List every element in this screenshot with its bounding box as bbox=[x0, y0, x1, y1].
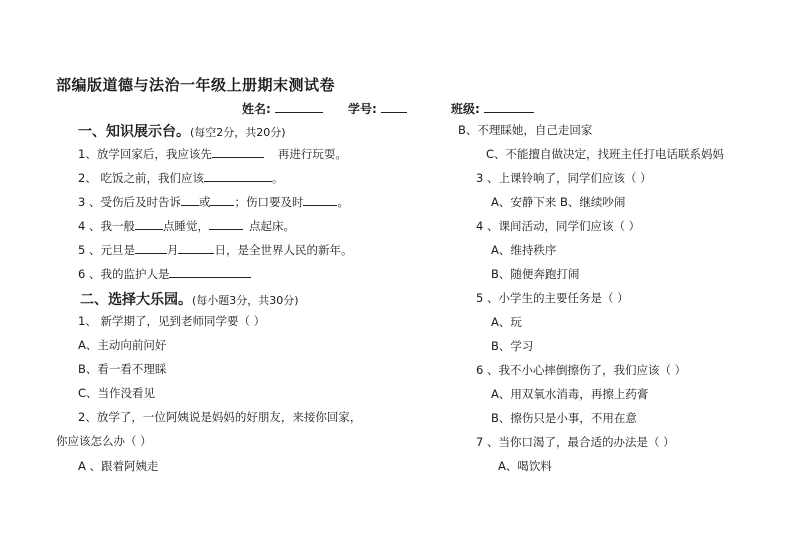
s1-q5-blank-1 bbox=[135, 242, 167, 254]
s1-question-3 bbox=[78, 194, 349, 210]
s1-q3-blank-3 bbox=[303, 194, 337, 206]
s1-q5-blank-2 bbox=[178, 242, 214, 254]
name-field bbox=[242, 100, 323, 117]
s1-q2-blank bbox=[204, 170, 272, 182]
s1-q1-text-a: 1、放学回家后，我应该先 bbox=[78, 147, 212, 161]
s2-q1-option-c: C、当作没看见 bbox=[78, 386, 156, 400]
s1-q2-text-b: 。 bbox=[271, 171, 284, 185]
section1-title: 一、知识展示台。 bbox=[78, 124, 190, 140]
s1-q6-blank bbox=[169, 266, 251, 278]
class-field bbox=[451, 100, 534, 117]
s1-q4-text-a: 4 、我一般 bbox=[78, 219, 135, 233]
section1-heading bbox=[78, 121, 286, 141]
s1-question-5 bbox=[78, 242, 352, 258]
s2-q4-option-a: A、维持秩序 bbox=[491, 243, 557, 257]
s2-question-2-line1: 2、放学了，一位阿姨说是妈妈的好朋友，来接你回家， bbox=[78, 410, 362, 424]
s2-q6-option-b: B、擦伤只是小事，不用在意 bbox=[491, 411, 637, 425]
s2-q1-option-b: B、看一看不理睬 bbox=[78, 362, 167, 376]
s2-question-4: 4 、课间活动，同学们应该（ ） bbox=[476, 219, 641, 233]
s2-q5-option-b: B、学习 bbox=[491, 339, 534, 353]
class-label: 班级: bbox=[451, 102, 480, 116]
s1-q3-blank-1 bbox=[181, 194, 199, 206]
s1-q5-text-b: 月 bbox=[166, 243, 179, 257]
name-blank bbox=[275, 100, 323, 113]
s1-q3-text-c: ；伤口要及时 bbox=[234, 195, 304, 209]
section2-title: 二、选择大乐园。 bbox=[80, 292, 192, 308]
s1-question-2 bbox=[78, 170, 283, 186]
s2-question-1: 1、 新学期了，见到老师同学要（ ） bbox=[78, 314, 266, 328]
s1-q4-blank-2 bbox=[209, 218, 243, 230]
s2-q2-option-a: A 、跟着阿姨走 bbox=[78, 459, 159, 473]
s2-q3-options: A、安静下来 B、继续吵闹 bbox=[491, 195, 626, 209]
s2-question-5: 5 、小学生的主要任务是（ ） bbox=[476, 291, 629, 305]
s2-q5-option-a: A、玩 bbox=[491, 315, 522, 329]
s1-q1-blank bbox=[212, 146, 264, 158]
s1-q1-text-b: 再进行玩耍。 bbox=[277, 147, 347, 161]
exam-title: 部编版道德与法治一年级上册期末测试卷 bbox=[56, 76, 336, 94]
s2-q7-option-a: A、喝饮料 bbox=[498, 459, 552, 473]
s1-q6-text-a: 6 、我的监护人是 bbox=[78, 267, 170, 281]
s2-q2-option-b: B、不理睬她，自己走回家 bbox=[458, 123, 593, 137]
s1-q4-text-b: 点睡觉， bbox=[162, 219, 209, 233]
s2-question-2-line2: 你应该怎么办（ ） bbox=[56, 434, 152, 448]
id-blank bbox=[381, 100, 407, 113]
s1-question-6 bbox=[78, 266, 251, 282]
s1-q3-blank-2 bbox=[210, 194, 234, 206]
s2-question-7: 7 、当你口渴了，最合适的办法是（ ） bbox=[476, 435, 675, 449]
s1-q5-text-a: 5 、元旦是 bbox=[78, 243, 135, 257]
s2-q1-option-a: A、主动向前问好 bbox=[78, 338, 167, 352]
section2-note: (每小题3分，共30分) bbox=[192, 294, 299, 307]
s1-q3-text-a: 3 、受伤后及时告诉 bbox=[78, 195, 181, 209]
s1-q4-text-c: 点起床。 bbox=[248, 219, 295, 233]
section2-heading bbox=[80, 289, 299, 309]
name-label: 姓名: bbox=[242, 102, 271, 116]
s1-question-4 bbox=[78, 218, 295, 234]
s2-q2-option-c: C、不能擅自做决定，找班主任打电话联系妈妈 bbox=[486, 147, 725, 161]
s1-q3-text-b: 或 bbox=[198, 195, 211, 209]
s2-question-3: 3 、上课铃响了，同学们应该（ ） bbox=[476, 171, 652, 185]
s1-q3-text-d: 。 bbox=[337, 195, 349, 209]
s2-question-6: 6 、我不小心摔倒擦伤了，我们应该（ ） bbox=[476, 363, 687, 377]
s1-q4-blank-1 bbox=[135, 218, 163, 230]
class-blank bbox=[484, 100, 534, 113]
s1-q2-text-a: 2、 吃饭之前，我们应该 bbox=[78, 171, 204, 185]
s1-question-1 bbox=[78, 146, 347, 162]
s1-q5-text-c: 日，是全世界人民的新年。 bbox=[214, 243, 353, 257]
id-label: 学号: bbox=[348, 102, 377, 116]
section1-note: (每空2分，共20分) bbox=[190, 126, 286, 139]
s2-q6-option-a: A、用双氧水消毒，再擦上药膏 bbox=[491, 387, 649, 401]
id-field bbox=[348, 100, 407, 117]
s2-q4-option-b: B、随便奔跑打闹 bbox=[491, 267, 580, 281]
